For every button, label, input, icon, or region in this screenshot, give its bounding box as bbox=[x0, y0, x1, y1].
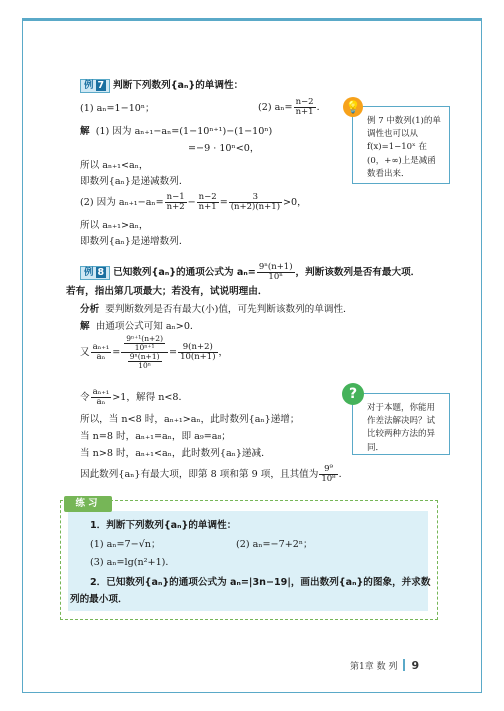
side-note-2 bbox=[352, 393, 450, 455]
page-footer bbox=[350, 659, 419, 673]
example-7-heading bbox=[80, 79, 243, 93]
example-8-case-3: 当 n>8 时，aₙ₊₁<aₙ，此时数列{aₙ}递减． bbox=[80, 448, 271, 459]
practice-q2: 2．已知数列{aₙ}的通项公式为 aₙ=|3n−19|，画出数列{aₙ}的图象，并求数 bbox=[90, 577, 431, 588]
question-mark-icon: ? bbox=[342, 383, 364, 405]
example-7-solution-6: 所以 aₙ₊₁>aₙ， bbox=[80, 220, 149, 231]
practice-q1: 1．判断下列数列{aₙ}的单调性： bbox=[90, 520, 237, 531]
example-7-solution-2: =−9 · 10ⁿ<0， bbox=[188, 143, 260, 154]
example-8-tag: 例 8 bbox=[80, 266, 110, 280]
footer-divider bbox=[403, 659, 405, 671]
example-7-solution-5: (2) 因为 aₙ₊₁−aₙ= $\frac{n-1}{n+2}$ − $\frac{n-2}{n+1}$ = $\frac{3}{(n+2)(n+1)}$ >0， bbox=[80, 192, 307, 212]
example-7-solution-4: 即数列{aₙ}是递减数列． bbox=[80, 176, 189, 187]
example-8-inequality: 令 $\frac{\text{aₙ₊₁}}{\text{aₙ}}$ >1，解得 n<8． bbox=[80, 387, 189, 407]
practice-q1-part-1: (1) aₙ=7−√n； bbox=[90, 539, 161, 550]
example-7-solution-7: 即数列{aₙ}是递增数列． bbox=[80, 236, 189, 247]
practice-q1-part-2: (2) aₙ=−7+2ⁿ； bbox=[236, 539, 313, 550]
example-7-solution-1: 解 (1) 因为 aₙ₊₁−aₙ=(1−10ⁿ⁺¹)−(1−10ⁿ) bbox=[80, 126, 273, 137]
chapter-label: 第1章 数 列 bbox=[350, 662, 398, 672]
page-number: 9 bbox=[411, 659, 420, 672]
example-7-part-1: (1) aₙ=1−10ⁿ； bbox=[80, 103, 155, 114]
side-note-1-text: 例 7 中数列(1)的单调性也可以从 f(x)=1−10ˣ 在(0，+∞)上是减函数看出来． bbox=[367, 116, 441, 179]
lightbulb-icon: 💡 bbox=[343, 97, 363, 117]
example-8-conclusion: 因此数列{aₙ}有最大项，即第 8 项和第 9 项，且其值为 $\frac{\text{9⁹}}{\text{10⁸}}$ ． bbox=[80, 464, 349, 484]
example-8-analysis: 分析 要判断数列是否有最大(小)值，可先判断该数列的单调性． bbox=[80, 304, 353, 315]
practice-q2-line-2: 列的最小项． bbox=[70, 594, 128, 605]
example-8-case-1: 所以，当 n<8 时，aₙ₊₁>aₙ，此时数列{aₙ}递增； bbox=[80, 414, 300, 425]
example-7-tag: 例 7 bbox=[80, 79, 110, 93]
side-note-1 bbox=[352, 106, 450, 184]
example-8-heading: 例 8 已知数列{aₙ}的通项公式为 aₙ= $\frac{\text{9ⁿ(n+1)}}{\text{10ⁿ}}$ ，判断该数列是否有最大项． bbox=[80, 263, 420, 282]
example-8-ratio-equation: 又 $\frac{\text{aₙ₊₁}}{\text{aₙ}}$ = $\frac{\frac{\text{9ⁿ⁺¹(n+2)}}{\text{10ⁿ⁺¹}}}{\frac{\text{9ⁿ(n+1)}}{\text{10ⁿ}}}$ = $\frac{9(n+2)}{10(n+1)}$ ， bbox=[80, 334, 229, 370]
example-7-title: 判断下列数列{aₙ}的单调性： bbox=[113, 80, 244, 91]
example-8-solution-1: 解 由通项公式可知 aₙ>0． bbox=[80, 321, 200, 332]
example-8-question-line-2: 若有，指出第几项最大；若没有，试说明理由． bbox=[66, 286, 268, 297]
practice-q1-part-3: (3) aₙ=lg(n²+1)． bbox=[90, 557, 176, 568]
example-7-part-2: (2) aₙ= $\frac{n-2}{n+1}$ ． bbox=[258, 97, 327, 117]
example-8-case-2: 当 n=8 时，aₙ₊₁=aₙ，即 a₉=a₈； bbox=[80, 431, 231, 442]
side-note-2-text: 对于本题，你能用作差法解决吗？试比较两种方法的异同． bbox=[367, 403, 436, 453]
practice-title: 练习 bbox=[64, 496, 112, 512]
example-7-solution-3: 所以 aₙ₊₁<aₙ， bbox=[80, 160, 149, 171]
